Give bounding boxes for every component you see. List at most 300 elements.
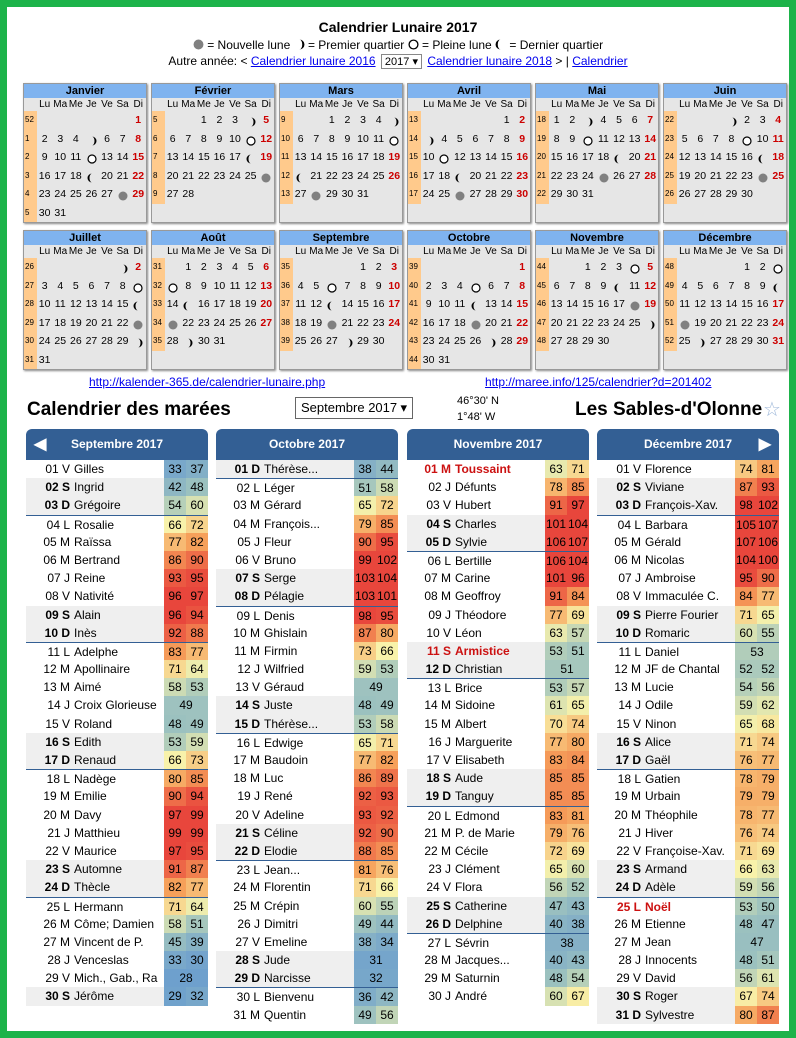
- day-cell: 6: [104, 132, 110, 145]
- week-number: 48: [664, 258, 677, 277]
- day-cell: [130, 314, 146, 333]
- tide-coef-am: 52: [735, 660, 757, 678]
- tide-day: 30 S: [45, 989, 70, 1004]
- tide-row: [407, 769, 589, 787]
- tide-row: [407, 496, 589, 514]
- saint-name: Cécile: [455, 843, 489, 858]
- week-number: 16: [408, 167, 421, 186]
- weekday-label: Di: [389, 246, 399, 257]
- weekday-label: Je: [214, 99, 225, 110]
- tide-row: [216, 1006, 398, 1024]
- day-cell: 9: [375, 279, 382, 292]
- prev-month-arrow-icon[interactable]: ◀: [34, 436, 47, 453]
- day-cell: 25: [54, 335, 67, 347]
- day-cell: 30: [741, 188, 753, 200]
- weekday-label: Ma: [309, 99, 324, 110]
- tide-coef-pm: 81: [757, 460, 779, 478]
- day-cell: 3: [232, 114, 238, 126]
- latitude: 46°30' N: [457, 395, 499, 407]
- tide-coef-pm: 54: [567, 969, 589, 987]
- day-cell: [180, 332, 196, 351]
- week-row: [24, 148, 146, 167]
- tide-day: 15 V: [45, 716, 70, 731]
- day-cell: 11: [679, 298, 691, 310]
- day-cell: 17: [213, 298, 226, 310]
- first-quarter-icon: [343, 336, 353, 346]
- tide-row: [26, 533, 208, 551]
- week-number: 37: [280, 295, 293, 314]
- tide-coef-pm: 44: [376, 915, 398, 933]
- week-number: 9: [280, 111, 293, 130]
- day-cell: 12: [244, 279, 257, 292]
- month-février: [151, 83, 275, 223]
- tide-day: 12 M: [43, 662, 70, 677]
- saint-name: Thècle: [74, 880, 111, 895]
- last-quarter-icon: [471, 299, 481, 309]
- tide-coef-pm: 90: [376, 824, 398, 842]
- tide-row: [216, 642, 398, 660]
- day-cell: 4: [456, 279, 463, 292]
- day-cell: 29: [581, 335, 594, 347]
- tide-coef-am: 53: [545, 679, 567, 696]
- weekday-label: Je: [342, 99, 353, 110]
- week-number: 32: [152, 277, 165, 296]
- tide-day: 13 L: [427, 681, 451, 696]
- week-number: 24: [664, 148, 677, 167]
- weekday-label: Me: [324, 99, 339, 110]
- week-number: 20: [536, 148, 549, 167]
- tide-row: [597, 660, 779, 678]
- day-cell: 21: [341, 316, 354, 329]
- day-cell: 31: [54, 206, 67, 219]
- weekday-label: Je: [86, 99, 97, 110]
- tide-row: [407, 897, 589, 915]
- month-mars: [279, 83, 403, 223]
- week-row: [408, 314, 530, 333]
- day-cell: 23: [38, 188, 51, 200]
- tide-coef: 31: [354, 951, 398, 969]
- tide-day: 09 S: [616, 607, 641, 622]
- tide-coef-pm: 100: [757, 551, 779, 569]
- tide-day: 05 M: [43, 534, 70, 549]
- tide-day: 11 L: [618, 644, 641, 659]
- day-cell: 2: [41, 132, 48, 145]
- week-row: [24, 167, 146, 186]
- tide-row: [407, 842, 589, 860]
- tide-row: [216, 460, 398, 478]
- day-cell: 28: [500, 335, 513, 347]
- tide-row: [216, 751, 398, 769]
- prev-year-link[interactable]: Calendrier lunaire 2016: [250, 54, 376, 68]
- day-cell: 3: [41, 279, 48, 292]
- day-cell: 5: [616, 114, 622, 126]
- week-row: [664, 277, 786, 296]
- tide-day: 13 M: [43, 680, 70, 695]
- saint-name: Ingrid: [74, 480, 105, 495]
- saint-name: Nativité: [74, 589, 115, 604]
- weekday-row: [24, 98, 146, 111]
- day-cell: 14: [166, 298, 179, 310]
- day-cell: [386, 111, 402, 130]
- weekday-label: Je: [726, 246, 737, 257]
- week-number: 46: [536, 295, 549, 314]
- week-row: [664, 332, 786, 351]
- tide-day: 11 M: [234, 643, 260, 658]
- tide-day: 16 S: [616, 734, 641, 749]
- day-cell: 4: [57, 279, 64, 292]
- day-cell: 22: [132, 169, 145, 182]
- tide-row: [216, 496, 398, 514]
- day-cell: 6: [169, 132, 176, 145]
- tide-coef-pm: 38: [567, 915, 589, 933]
- tide-day: 23 L: [236, 863, 260, 878]
- tide-day: 07 M: [424, 571, 451, 586]
- tide-coef-pm: 92: [376, 806, 398, 824]
- weekday-label: Sa: [628, 246, 641, 257]
- tide-day: 22 V: [616, 843, 641, 858]
- week-row: [152, 167, 274, 186]
- day-cell: [340, 332, 356, 351]
- tide-month-1: [216, 429, 398, 1024]
- tide-coef-pm: 80: [376, 624, 398, 642]
- weekday-label: Je: [598, 246, 609, 257]
- day-cell: [308, 185, 324, 204]
- week-number: 12: [280, 167, 293, 186]
- month-header: Avril: [408, 84, 530, 98]
- legend-last-label: = Dernier quartier: [509, 38, 604, 52]
- tide-coef-am: 48: [545, 969, 567, 987]
- year-select[interactable]: 2017 ▾: [381, 54, 422, 69]
- day-cell: [258, 167, 274, 186]
- day-cell: 31: [357, 188, 369, 200]
- saint-name: Elisabeth: [455, 753, 505, 767]
- day-cell: 18: [453, 316, 466, 329]
- saint-name: Roger: [645, 989, 678, 1004]
- new-moon-icon: [630, 299, 640, 309]
- saint-name: Gérald: [645, 534, 682, 549]
- day-cell: 14: [500, 298, 513, 310]
- day-cell: 21: [182, 169, 195, 182]
- saint-name: Firmin: [264, 643, 298, 658]
- day-cell: 1: [360, 261, 366, 273]
- week-number: 52: [664, 332, 677, 351]
- tide-coef-am: 79: [545, 824, 567, 842]
- last-quarter-icon: [183, 299, 193, 309]
- tide-row: [597, 696, 779, 714]
- saint-name: Serge: [264, 571, 297, 586]
- tide-row: [26, 678, 208, 696]
- tide-row: [597, 1006, 779, 1024]
- next-year-link[interactable]: Calendrier lunaire 2018: [427, 54, 553, 68]
- saint-name: Bertille: [455, 553, 492, 568]
- day-cell: 14: [341, 298, 354, 310]
- tide-coef-am: 63: [545, 624, 567, 642]
- tide-coef-am: 53: [735, 898, 757, 915]
- tide-coef-am: 59: [354, 660, 376, 678]
- last-quarter-icon: [296, 171, 306, 181]
- week-number: 35: [280, 258, 293, 277]
- tide-row: [216, 587, 398, 605]
- tide-day: 05 D: [425, 534, 451, 549]
- tide-coef-am: 66: [164, 516, 186, 533]
- day-cell: 7: [503, 279, 510, 292]
- week-row: [152, 111, 274, 130]
- tide-day: 04 S: [426, 516, 451, 531]
- week-number: 5: [24, 204, 37, 223]
- day-cell: 31: [38, 353, 51, 366]
- day-cell: 24: [229, 169, 241, 182]
- day-cell: 10: [357, 132, 369, 145]
- tide-coef-am: 77: [545, 606, 567, 624]
- tide-row: [407, 933, 589, 951]
- day-cell: 9: [200, 279, 207, 292]
- day-cell: 9: [600, 279, 607, 292]
- tide-coef-am: 56: [545, 878, 567, 896]
- weekday-label: Ma: [437, 99, 452, 110]
- day-cell: 13: [694, 151, 707, 163]
- tide-row: [407, 569, 589, 587]
- tide-coef-pm: 50: [757, 898, 779, 915]
- next-month-arrow-icon[interactable]: ▶: [758, 436, 771, 453]
- day-cell: 12: [644, 279, 657, 292]
- day-cell: 27: [694, 188, 707, 200]
- tide-day: 23 S: [616, 862, 641, 877]
- new-moon-icon: [758, 171, 768, 181]
- day-cell: [627, 258, 643, 277]
- kalender-link[interactable]: http://kalender-365.de/calendrier-lunaire.php: [89, 375, 326, 389]
- month-avril: [407, 83, 531, 223]
- week-number: 8: [152, 167, 165, 186]
- week-row: [24, 111, 146, 130]
- last-quarter-icon: [133, 299, 143, 309]
- tide-row: [216, 860, 398, 878]
- saint-name: Florence: [645, 462, 692, 476]
- tide-coef-pm: 51: [567, 642, 589, 660]
- day-cell: 10: [422, 151, 435, 163]
- day-cell: 5: [697, 279, 704, 292]
- tide-day: 04 M: [233, 516, 260, 531]
- tide-coef-pm: 77: [757, 751, 779, 769]
- tide-month-0: [26, 429, 208, 1006]
- saint-name: Gatien: [645, 772, 681, 787]
- day-cell: 20: [85, 316, 98, 329]
- weekday-row: [408, 245, 530, 258]
- tide-day: 27 M: [43, 934, 70, 949]
- week-row: [536, 167, 658, 186]
- tide-row: [407, 515, 589, 533]
- tide-coef-pm: 34: [376, 933, 398, 951]
- tide-coef-pm: 74: [757, 733, 779, 751]
- tide-coef-pm: 69: [567, 842, 589, 860]
- saint-name: Elodie: [264, 843, 298, 858]
- saint-name: Barbara: [645, 517, 688, 532]
- tide-coef-pm: 107: [567, 533, 589, 551]
- weekday-label: Ma: [53, 99, 68, 110]
- day-cell: [130, 332, 146, 351]
- tide-month-header: Novembre 2017: [407, 429, 589, 460]
- last-quarter-icon: [614, 281, 624, 291]
- tide-day: 31 D: [615, 1007, 641, 1022]
- week-row: [536, 277, 658, 296]
- day-cell: 14: [182, 151, 195, 163]
- week-number: 13: [408, 111, 421, 130]
- saint-name: Sylvestre: [645, 1007, 695, 1022]
- tide-day: 11 S: [426, 643, 451, 658]
- day-cell: 14: [566, 298, 579, 310]
- day-cell: 3: [391, 261, 398, 273]
- tide-row: [216, 878, 398, 896]
- tide-coef-pm: 90: [757, 569, 779, 587]
- day-cell: 24: [388, 316, 401, 329]
- saint-name: Ambroise: [645, 571, 696, 586]
- day-cell: 26: [388, 169, 401, 182]
- day-cell: 13: [550, 298, 563, 310]
- day-cell: 7: [344, 279, 351, 292]
- day-cell: 17: [438, 316, 451, 329]
- day-cell: 29: [132, 188, 145, 200]
- tide-coef-am: 48: [735, 951, 757, 969]
- tide-coef-am: 83: [164, 643, 186, 660]
- weekday-label: Ma: [437, 246, 452, 257]
- week-row: [408, 295, 530, 314]
- day-cell: 23: [197, 316, 210, 329]
- week-number: 34: [152, 314, 165, 333]
- full-moon-icon: [408, 39, 419, 50]
- day-cell: 19: [310, 316, 323, 329]
- week-number: 33: [152, 295, 165, 314]
- day-cell: 5: [72, 279, 79, 292]
- saint-name: Léger: [264, 481, 295, 496]
- tide-coef-pm: 85: [567, 478, 589, 496]
- tide-day: 15 M: [424, 716, 451, 731]
- tide-month-header: ◀ Septembre 2017: [26, 429, 208, 460]
- tide-day: 14 M: [424, 698, 451, 713]
- day-cell: [677, 314, 693, 333]
- tide-row: [407, 460, 589, 478]
- tide-row: [597, 915, 779, 933]
- tide-row: [407, 551, 589, 569]
- day-cell: 19: [644, 298, 657, 310]
- calendar-link[interactable]: Calendrier: [572, 54, 628, 68]
- maree-link[interactable]: http://maree.info/125/calendrier?d=201402: [485, 375, 712, 389]
- week-number: 39: [280, 332, 293, 351]
- tide-day: 29 V: [45, 971, 70, 986]
- tide-coef: 49: [354, 678, 398, 696]
- day-cell: 22: [725, 169, 738, 182]
- tide-row: [26, 897, 208, 915]
- day-cell: 8: [584, 279, 591, 292]
- saint-name: Armistice: [455, 643, 510, 658]
- day-cell: 1: [185, 261, 192, 273]
- saint-name: Crépin: [264, 898, 300, 913]
- tide-coef-am: 72: [545, 842, 567, 860]
- week-number: 42: [408, 314, 421, 333]
- tide-coef-pm: 99: [186, 824, 208, 842]
- day-cell: [293, 167, 309, 186]
- tide-coef-pm: 82: [186, 533, 208, 551]
- day-cell: 22: [500, 169, 513, 182]
- day-cell: 11: [597, 132, 609, 145]
- saint-name: François-Xav.: [645, 498, 719, 513]
- tide-day: 29 V: [616, 971, 641, 986]
- day-cell: 18: [294, 316, 307, 329]
- tide-row: [216, 551, 398, 569]
- weekday-label: Sa: [628, 99, 641, 110]
- week-number: 15: [408, 148, 421, 167]
- tide-day: 06 V: [235, 552, 260, 567]
- tide-row: [597, 496, 779, 514]
- weekday-label: Sa: [500, 99, 513, 110]
- day-cell: 11: [295, 298, 307, 310]
- tide-row: [26, 987, 208, 1005]
- day-cell: 24: [613, 316, 625, 329]
- month-header: Décembre: [664, 231, 786, 245]
- tide-coef-pm: 95: [186, 569, 208, 587]
- day-cell: 5: [456, 132, 463, 145]
- tide-row: [407, 606, 589, 624]
- day-cell: 18: [772, 151, 785, 163]
- first-quarter-icon: [246, 115, 256, 125]
- tide-month-select[interactable]: Septembre 2017 ▾: [295, 397, 413, 419]
- weekday-label: Ve: [485, 246, 497, 257]
- day-cell: 25: [438, 188, 451, 200]
- tide-day: 24 V: [426, 880, 451, 895]
- day-cell: 29: [741, 335, 753, 347]
- week-row: [24, 277, 146, 296]
- day-cell: [84, 130, 100, 149]
- day-cell: 16: [516, 151, 529, 163]
- day-cell: 9: [569, 132, 576, 145]
- day-cell: 15: [357, 298, 369, 310]
- weekday-label: Lu: [551, 246, 563, 257]
- tide-coef-am: 80: [164, 770, 186, 787]
- saint-name: Jean...: [264, 863, 301, 878]
- tide-day: 25 S: [426, 898, 451, 913]
- day-cell: 4: [681, 279, 688, 292]
- full-moon-icon: [168, 281, 178, 291]
- tide-row: [597, 624, 779, 642]
- tide-day: 29 D: [234, 971, 260, 986]
- tide-coef-pm: 60: [567, 860, 589, 878]
- weekday-label: Sa: [372, 246, 385, 257]
- day-cell: 9: [344, 132, 351, 145]
- tide-coef-pm: 52: [757, 660, 779, 678]
- day-cell: 25: [69, 188, 82, 200]
- saint-name: Saturnin: [455, 971, 500, 986]
- weekday-label: Ve: [101, 99, 113, 110]
- tide-coef-am: 70: [545, 715, 567, 733]
- tide-day: 09 J: [428, 607, 451, 622]
- day-cell: 6: [297, 132, 304, 145]
- tide-coef-am: 88: [354, 842, 376, 860]
- week-row: [536, 332, 658, 351]
- tide-row: [216, 915, 398, 933]
- week-number: 35: [152, 332, 165, 351]
- week-number: 7: [152, 148, 165, 167]
- tide-coef-pm: 55: [757, 624, 779, 642]
- day-cell: [483, 332, 499, 351]
- tide-day: 02 L: [236, 481, 260, 496]
- favorite-star-icon[interactable]: ☆: [763, 399, 781, 421]
- day-cell: 2: [759, 261, 766, 273]
- day-cell: [84, 167, 100, 186]
- tide-day: 20 M: [614, 807, 641, 822]
- tide-coef-am: 95: [735, 569, 757, 587]
- week-row: [536, 185, 658, 204]
- weekday-label: Ma: [181, 99, 196, 110]
- week-number: 49: [664, 277, 677, 296]
- day-cell: 23: [372, 316, 385, 329]
